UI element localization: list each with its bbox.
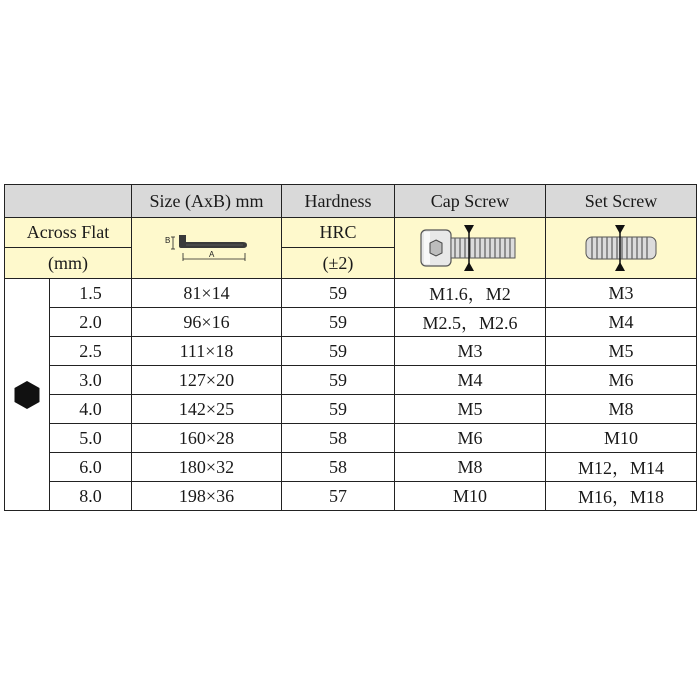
across-flat-cell: 2.0 bbox=[50, 308, 132, 337]
mm-label: (mm) bbox=[5, 248, 132, 279]
table-row bbox=[5, 366, 697, 395]
across-flat-cell: 1.5 bbox=[50, 279, 132, 308]
across-flat-cell: 4.0 bbox=[50, 395, 132, 424]
set-screw-image-cell bbox=[546, 218, 697, 279]
wrench-diagram-cell bbox=[132, 218, 282, 279]
set-screw-cell: M16，M18 bbox=[546, 482, 697, 511]
cap-screw-cell: M10 bbox=[395, 482, 546, 511]
hardness-cell: 57 bbox=[282, 482, 395, 511]
header-hardness: Hardness bbox=[282, 185, 395, 218]
size-cell: 180×32 bbox=[132, 453, 282, 482]
hardness-cell: 59 bbox=[282, 279, 395, 308]
cap-screw-image-cell bbox=[395, 218, 546, 279]
cap-screw-cell: M4 bbox=[395, 366, 546, 395]
hex-key-diagram-icon bbox=[159, 231, 255, 265]
size-cell: 142×25 bbox=[132, 395, 282, 424]
cap-screw-cell: M3 bbox=[395, 337, 546, 366]
cap-screw-cell: M8 bbox=[395, 453, 546, 482]
table-row bbox=[5, 337, 697, 366]
set-screw-cell: M10 bbox=[546, 424, 697, 453]
size-cell: 96×16 bbox=[132, 308, 282, 337]
across-flat-cell: 8.0 bbox=[50, 482, 132, 511]
across-flat-cell: 2.5 bbox=[50, 337, 132, 366]
hexagon-icon bbox=[12, 380, 42, 410]
table-row bbox=[5, 308, 697, 337]
across-flat-label: Across Flat bbox=[5, 218, 132, 248]
table-row bbox=[5, 279, 697, 308]
hardness-cell: 58 bbox=[282, 424, 395, 453]
hardness-cell: 59 bbox=[282, 366, 395, 395]
diagram-a-label: A bbox=[208, 250, 214, 259]
tolerance-label: (±2) bbox=[282, 248, 395, 279]
across-flat-cell: 3.0 bbox=[50, 366, 132, 395]
size-cell: 198×36 bbox=[132, 482, 282, 511]
hardness-cell: 59 bbox=[282, 308, 395, 337]
hrc-label: HRC bbox=[282, 218, 395, 248]
hex-key-spec-table bbox=[4, 184, 697, 511]
hardness-cell: 58 bbox=[282, 453, 395, 482]
hardness-cell: 59 bbox=[282, 337, 395, 366]
set-screw-icon bbox=[576, 222, 666, 274]
across-flat-cell: 6.0 bbox=[50, 453, 132, 482]
cap-screw-cell: M1.6，M2 bbox=[395, 279, 546, 308]
set-screw-cell: M6 bbox=[546, 366, 697, 395]
hardness-cell: 59 bbox=[282, 395, 395, 424]
header-row bbox=[5, 185, 697, 218]
set-screw-cell: M3 bbox=[546, 279, 697, 308]
table-row bbox=[5, 395, 697, 424]
cap-screw-cell: M6 bbox=[395, 424, 546, 453]
cap-screw-cell: M5 bbox=[395, 395, 546, 424]
size-cell: 127×20 bbox=[132, 366, 282, 395]
diagram-b-label: B bbox=[164, 236, 170, 245]
size-cell: 111×18 bbox=[132, 337, 282, 366]
set-screw-cell: M8 bbox=[546, 395, 697, 424]
header-blank-cell bbox=[5, 185, 132, 218]
header-cap-screw: Cap Screw bbox=[395, 185, 546, 218]
header-size: Size (AxB) mm bbox=[132, 185, 282, 218]
table-row bbox=[5, 424, 697, 453]
table-row bbox=[5, 453, 697, 482]
size-cell: 160×28 bbox=[132, 424, 282, 453]
size-cell: 81×14 bbox=[132, 279, 282, 308]
table-row bbox=[5, 482, 697, 511]
set-screw-cell: M5 bbox=[546, 337, 697, 366]
across-flat-cell: 5.0 bbox=[50, 424, 132, 453]
hex-shape-cell bbox=[5, 279, 50, 511]
cap-screw-cell: M2.5，M2.6 bbox=[395, 308, 546, 337]
set-screw-cell: M4 bbox=[546, 308, 697, 337]
set-screw-cell: M12，M14 bbox=[546, 453, 697, 482]
header-set-screw: Set Screw bbox=[546, 185, 697, 218]
subheader-row bbox=[5, 218, 697, 248]
cap-screw-icon bbox=[415, 222, 525, 274]
